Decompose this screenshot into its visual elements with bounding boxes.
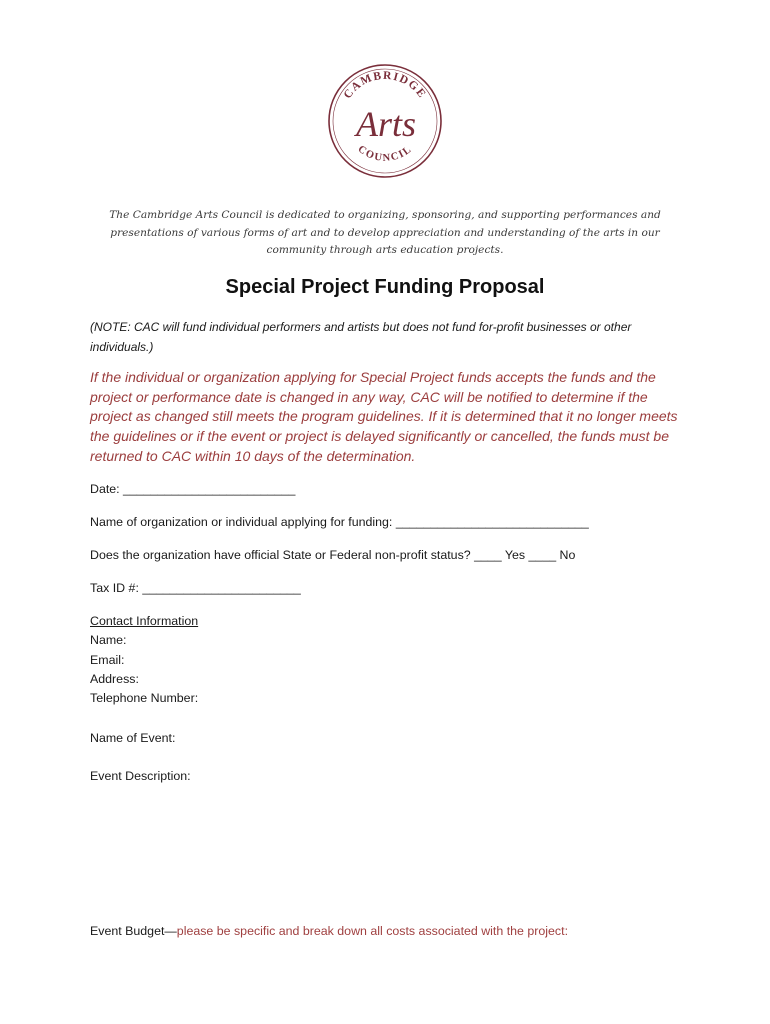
nonprofit-status-field[interactable]: Does the organization have official State or Federal non-profit status? ____ Yes ____ No — [90, 548, 576, 562]
eligibility-note: (NOTE: CAC will fund individual performers and artists but does not fund for-profit businesses or other individuals.) — [90, 320, 632, 354]
event-name-label: Name of Event: — [90, 731, 176, 745]
funding-conditions-warning: If the individual or organization applying for Special Project funds accepts the funds and the project or performance date is changed in any way, CAC will be notified to determine if the project as changed still meets the program guidelines. If it is determined that it no longer meets the guidelines or if the event or project is delayed significantly or cancelled, the funds must be returned to CAC within 10 days of the determination. — [90, 369, 678, 464]
contact-address-label: Address: — [90, 672, 139, 686]
contact-email-label: Email: — [90, 653, 125, 667]
event-budget-instruction: please be specific and break down all costs associated with the project: — [176, 924, 569, 938]
logo-arc-bottom-text: COUNCIL — [355, 143, 415, 164]
svg-text:COUNCIL — [356, 144, 415, 164]
contact-information-heading: Contact Information — [90, 614, 199, 628]
contact-name-label: Name: — [90, 633, 127, 647]
mission-statement: The Cambridge Arts Council is dedicated to organizing, sponsoring, and supporting performances and presentations of various forms of art and to develop appreciation and understanding of the arts in our community through arts education projects. — [109, 209, 661, 256]
logo-script-text: Arts — [355, 104, 417, 144]
contact-telephone-label: Telephone Number: — [90, 691, 199, 705]
event-budget-label: Event Budget— — [90, 924, 177, 938]
cambridge-arts-council-logo — [326, 62, 444, 180]
logo-arc-top-text: CAMBRIDGE — [341, 69, 429, 102]
tax-id-field[interactable]: Tax ID #: _______________________ — [90, 581, 301, 595]
page-title: Special Project Funding Proposal — [225, 276, 545, 298]
event-budget-line — [90, 924, 690, 938]
organization-name-field[interactable]: Name of organization or individual applying for funding: ____________________________ — [90, 515, 589, 529]
date-field[interactable]: Date: _________________________ — [90, 482, 296, 496]
event-description-label: Event Description: — [90, 769, 191, 783]
